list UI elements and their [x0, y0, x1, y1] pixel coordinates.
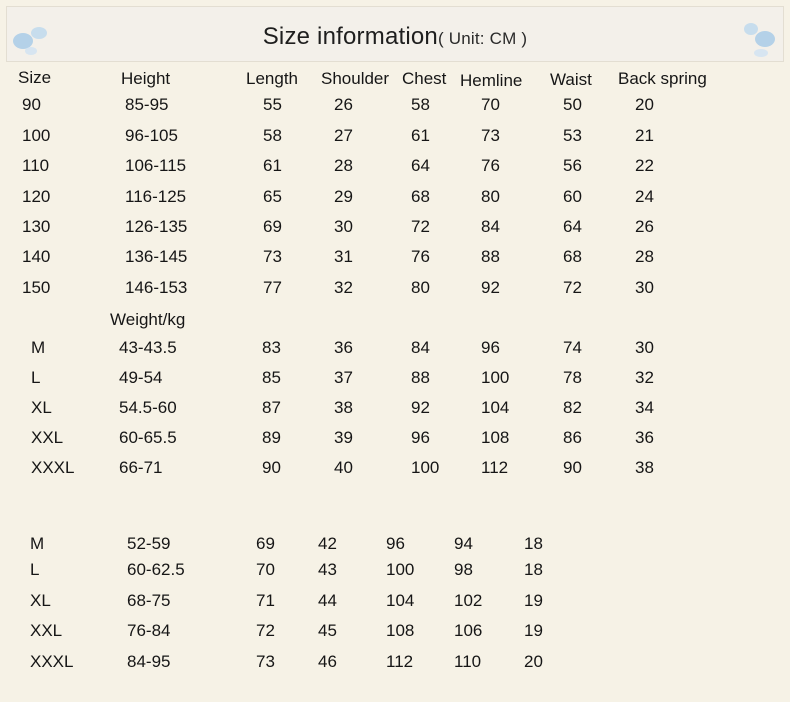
- table-cell: 72: [411, 217, 430, 236]
- table-cell: XXXL: [31, 458, 75, 477]
- table-cell: 130: [22, 217, 51, 236]
- table-cell: 90: [563, 458, 582, 477]
- table-cell: 82: [563, 398, 582, 417]
- table-cell: 100: [22, 126, 51, 145]
- table-cell: 87: [262, 398, 281, 417]
- table-cell: 84: [481, 217, 500, 236]
- table-cell: 52-59: [127, 534, 171, 553]
- header-waist: Waist: [550, 70, 592, 89]
- table-cell: 32: [635, 368, 654, 387]
- header-shoulder: Shoulder: [321, 69, 390, 88]
- table-cell: 96: [481, 338, 500, 357]
- table-cell: 55: [263, 95, 282, 114]
- table-cell: L: [31, 368, 41, 387]
- table-cell: 74: [563, 338, 582, 357]
- table-cell: 49-54: [119, 368, 163, 387]
- table-cell: 136-145: [125, 247, 188, 266]
- table-cell: 30: [635, 338, 654, 357]
- table-cell: 31: [334, 247, 353, 266]
- table-cell: 43-43.5: [119, 338, 177, 357]
- table-cell: 46: [318, 652, 337, 671]
- table-cell: L: [30, 560, 40, 579]
- table-cell: M: [30, 534, 45, 553]
- table-cell: 60-65.5: [119, 428, 177, 447]
- table-cell: 72: [256, 621, 275, 640]
- table-cell: 43: [318, 560, 337, 579]
- table-cell: 19: [524, 591, 543, 610]
- table-cell: 76: [481, 156, 500, 175]
- table-cell: 112: [386, 652, 414, 671]
- table-cell: 70: [256, 560, 275, 579]
- table-cell: 83: [262, 338, 281, 357]
- table-cell: 108: [481, 428, 510, 447]
- table-cell: 38: [334, 398, 353, 417]
- table-cell: 21: [635, 126, 654, 145]
- table-cell: 126-135: [125, 217, 188, 236]
- table-cell: XXL: [30, 621, 63, 640]
- table-cell: 88: [481, 247, 500, 266]
- table-cell: 68: [411, 187, 430, 206]
- table-cell: 61: [411, 126, 430, 145]
- table-cell: 28: [635, 247, 654, 266]
- table-cell: 85: [262, 368, 281, 387]
- table-cell: 30: [635, 278, 654, 297]
- table-cell: 37: [334, 368, 353, 387]
- table-cell: 94: [454, 534, 473, 553]
- table-cell: 36: [334, 338, 353, 357]
- table-cell: 78: [563, 368, 582, 387]
- table-cell: 53: [563, 126, 582, 145]
- table-cell: 73: [256, 652, 275, 671]
- page-title: [7, 23, 783, 51]
- table-cell: 77: [263, 278, 282, 297]
- table-cell: 90: [262, 458, 281, 477]
- table-cell: XL: [30, 591, 51, 610]
- header-hemline: Hemline: [460, 71, 523, 90]
- table-cell: 24: [635, 187, 654, 206]
- table-cell: XXXL: [30, 652, 74, 671]
- table-cell: 26: [334, 95, 353, 114]
- table-cell: 110: [454, 652, 482, 671]
- table-cell: 40: [334, 458, 353, 477]
- table-cell: 76-84: [127, 621, 171, 640]
- table-cell: 106: [454, 621, 483, 640]
- table-cell: 104: [481, 398, 510, 417]
- table-cell: 61: [263, 156, 282, 175]
- table-cell: 89: [262, 428, 281, 447]
- table-cell: 108: [386, 621, 415, 640]
- table-cell: 70: [481, 95, 500, 114]
- table-cell: 32: [334, 278, 353, 297]
- table-cell: 73: [263, 247, 282, 266]
- table-cell: 80: [481, 187, 500, 206]
- table-cell: 92: [411, 398, 430, 417]
- table-cell: 120: [22, 187, 51, 206]
- table-cell: 69: [256, 534, 275, 553]
- table-cell: XL: [31, 398, 52, 417]
- title-text: Size information: [262, 23, 438, 50]
- header-chest: Chest: [402, 69, 447, 88]
- table-cell: 26: [635, 217, 654, 236]
- table-cell: 22: [635, 156, 654, 175]
- table-cell: XXL: [31, 428, 64, 447]
- header-height: Height: [121, 69, 171, 88]
- table-cell: 18: [524, 534, 543, 553]
- table-cell: 150: [22, 278, 51, 297]
- table-cell: 20: [524, 652, 543, 671]
- table-cell: 60-62.5: [127, 560, 185, 579]
- table-cell: 34: [635, 398, 654, 417]
- table-cell: 39: [334, 428, 353, 447]
- table-cell: 96: [411, 428, 430, 447]
- table-cell: 100: [386, 560, 415, 579]
- table-cell: 140: [22, 247, 51, 266]
- unit-label: ( Unit: CM ): [437, 29, 528, 48]
- table-cell: 44: [318, 591, 337, 610]
- table-cell: 88: [411, 368, 430, 387]
- table-cell: 80: [411, 278, 430, 297]
- header-size: Size: [18, 68, 52, 87]
- table-cell: 56: [563, 156, 582, 175]
- table-cell: 112: [481, 458, 509, 477]
- table-cell: 60: [563, 187, 582, 206]
- table-cell: 45: [318, 621, 337, 640]
- table-cell: 64: [411, 156, 430, 175]
- table-cell: 20: [635, 95, 654, 114]
- table-cell: 65: [263, 187, 282, 206]
- table-cell: 73: [481, 126, 500, 145]
- table-cell: 38: [635, 458, 654, 477]
- table-cell: 85-95: [125, 95, 169, 114]
- table-cell: 92: [481, 278, 500, 297]
- table-cell: 36: [635, 428, 654, 447]
- table-cell: M: [31, 338, 46, 357]
- table-cell: 58: [263, 126, 282, 145]
- table-cell: 64: [563, 217, 582, 236]
- table-cell: 98: [454, 560, 473, 579]
- table-cell: 19: [524, 621, 543, 640]
- table-cell: 86: [563, 428, 582, 447]
- table-cell: 96: [386, 534, 405, 553]
- header-back-spring: Back spring: [618, 69, 707, 88]
- table-cell: 72: [563, 278, 582, 297]
- table-cell: 27: [334, 126, 353, 145]
- table-cell: 28: [334, 156, 353, 175]
- table-cell: 66-71: [119, 458, 163, 477]
- header-length: Length: [246, 69, 298, 88]
- header-banner: [6, 6, 784, 62]
- table-cell: 18: [524, 560, 543, 579]
- table-cell: 96-105: [125, 126, 178, 145]
- table-cell: 116-125: [125, 187, 187, 206]
- table-cell: 58: [411, 95, 430, 114]
- table-cell: 29: [334, 187, 353, 206]
- table-cell: 106-115: [125, 156, 187, 175]
- table-cell: 69: [263, 217, 282, 236]
- table-cell: 68: [563, 247, 582, 266]
- table-cell: 100: [411, 458, 440, 477]
- table-cell: 30: [334, 217, 353, 236]
- table-cell: 90: [22, 95, 41, 114]
- table-cell: 110: [22, 156, 50, 175]
- table-cell: 84-95: [127, 652, 171, 671]
- header-weight: Weight/kg: [110, 310, 186, 329]
- table-cell: 76: [411, 247, 430, 266]
- table-cell: 104: [386, 591, 415, 610]
- table-cell: 42: [318, 534, 337, 553]
- table-cell: 68-75: [127, 591, 171, 610]
- table-cell: 50: [563, 95, 582, 114]
- table-cell: 102: [454, 591, 483, 610]
- table-cell: 84: [411, 338, 430, 357]
- table-cell: 71: [256, 591, 275, 610]
- table-cell: 54.5-60: [119, 398, 177, 417]
- table-cell: 100: [481, 368, 510, 387]
- table-cell: 146-153: [125, 278, 188, 297]
